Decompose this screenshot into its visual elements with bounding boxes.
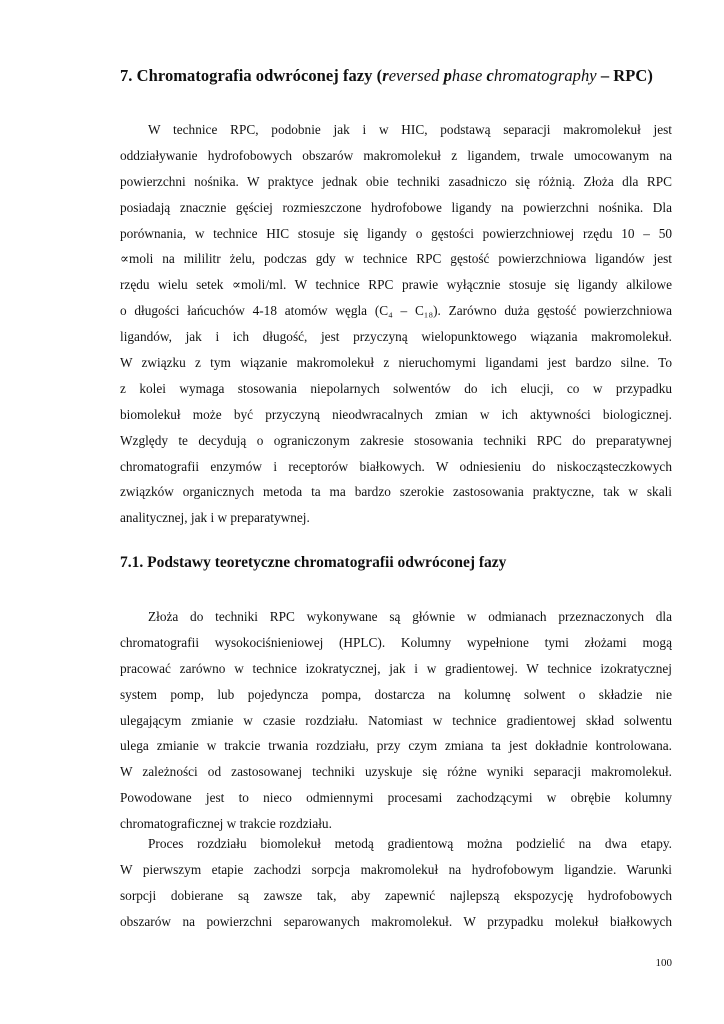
text-line: ulegającym zmianie w czasie rozdziału. Natomiast w technice gradientowej skład solwentu [120,712,672,728]
text-line: sorpcji dobierane są zawsze tak, aby zapewnić najlepszą ekspozycję hydrofobowych [120,887,672,903]
section-number: 7. [120,66,133,85]
text-line: ∝moli na mililitr żelu, podczas gdy w technice RPC gęstość powierzchniowa ligandów jest [120,251,672,267]
heading-dash: – [596,66,614,85]
page-number: 100 [655,957,672,969]
heading-p: p [443,66,452,85]
text-line: W zależności od zastosowanej techniki uzyskuje się różne wyniki separacji makromolekuł. [120,764,672,780]
text-line: chromatograficznej w trakcie rozdziału. [120,816,332,832]
text-line: rzędu wielu setek ∝moli/ml. W technice RPC prawie wyłącznie stosuje się ligandy alkilowe [120,277,672,293]
text-line: Proces rozdziału biomolekuł metodą gradientową można podzielić na dwa etapy. [148,836,672,851]
text-line: posiadają znacznie gęściej rozmieszczone hydrofobowe ligandy na powierzchni nośnika. Dla [120,199,672,215]
heading-hase: hase [451,66,487,85]
section-7-heading [120,66,680,86]
text-line: ulega zmianie w trakcie trwania rozdziału, przy czym zmiana ta jest dokładnie kontrolowana. [120,738,672,754]
section-7-1-paragraph-2 [120,831,672,935]
text-line: system pomp, lub pojedyncza pompa, dostarcza na kolumnę solwent o składzie nie [120,686,672,702]
text-line: W technice RPC, podobnie jak i w HIC, podstawą separacji makromolekuł jest [148,122,672,137]
heading-rpc: RPC [613,66,648,85]
text-line: biomolekuł może być przyczyną nieodwracalnych zmian w ich aktywności biologicznej. [120,406,672,422]
text-line: analitycznej, jak i w preparatywnej. [120,510,310,526]
heading-r: r [382,66,389,85]
text-line: Złoża do techniki RPC wykonywane są głównie w odmianach przeznaczonych dla [148,609,672,624]
heading-hromatography: hromatography [493,66,597,85]
text-line: z kolei wymaga stosowania niepolarnych solwentów do ich elucji, co w przypadku [120,380,672,396]
text-line: W pierwszym etapie zachodzi sorpcja makromolekuł na hydrofobowym ligandzie. Warunki [120,861,672,877]
text-line: W związku z tym wiązanie makromolekuł z nieruchomymi ligandami jest bardzo silne. To [120,355,672,371]
heading-c: c [486,66,494,85]
text-line: chromatografii enzymów i receptorów białkowych. W odniesieniu do niskocząsteczkowych [120,458,672,474]
text-line: o długości łańcuchów 4-18 atomów węgla (C₄ – C₁₈). Zarówno duża gęstość powierzchniowa [120,303,672,319]
section-7-1-paragraph-1 [120,604,672,837]
text-line: chromatografii wysokociśnieniowej (HPLC). Kolumny wypełnione tymi złożami mogą [120,634,672,650]
text-line: oddziaływanie hydrofobowych obszarów makromolekuł z ligandem, trwale umocowanym na [120,147,672,163]
heading-main-text: Chromatografia odwróconej fazy ( [136,66,383,85]
section-7-1-heading: 7.1. Podstawy teoretyczne chromatografii odwróconej fazy [120,554,507,571]
text-line: związków organicznych metoda ta ma bardzo szerokie zastosowania praktyczne, tak w skali [120,484,672,500]
heading-close-paren: ) [647,66,653,85]
text-line: Względy te decydują o ograniczonym zakresie stosowania techniki RPC do preparatywnej [120,432,672,448]
text-line: obszarów na powierzchni separowanych makromolekuł. W przypadku molekuł białkowych [120,913,672,929]
text-line: porównania, w technice HIC stosuje się ligandy o gęstości powierzchniowej rzędu 10 – 50 [120,225,672,241]
heading-eversed: eversed [388,66,444,85]
text-line: pracować zarówno w technice izokratycznej, jak i w gradientowej. W technice izokratycznej [120,660,672,676]
text-line: powierzchni nośnika. W praktyce jednak obie techniki zasadniczo się różnią. Złoża dla RPC [120,173,672,189]
text-line: ligandów, jak i ich długość, jest przyczyną wielopunktowego wiązania makromolekuł. [120,329,672,345]
text-line: Powodowane jest to nieco odmiennymi procesami zachodzącymi w obrębie kolumny [120,790,672,806]
section-7-paragraph [120,117,672,531]
